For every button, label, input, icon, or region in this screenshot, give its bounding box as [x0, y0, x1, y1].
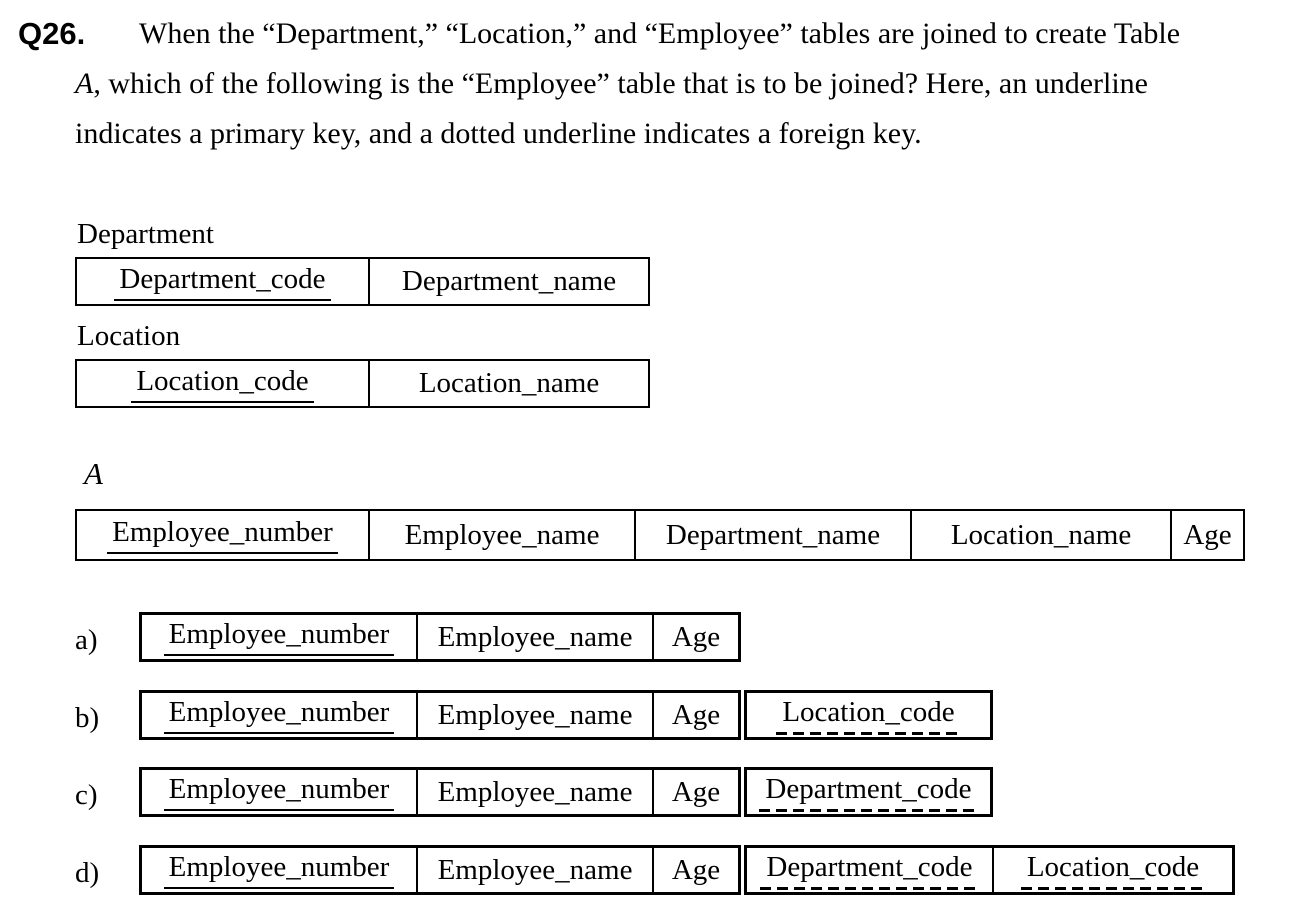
option-b-code-table: [744, 690, 993, 740]
primary-key-underline: Employee_number: [164, 696, 395, 734]
foreign-key-underline: Location_code: [776, 696, 960, 735]
department-code-column: [747, 848, 992, 892]
employee-number-column: [142, 615, 416, 659]
option-c-code-table: [744, 767, 993, 817]
option-d-code-table: [744, 845, 1235, 895]
department-name-column: Department_name: [368, 259, 648, 304]
option-label-b: b): [75, 702, 100, 734]
location-code-column: [992, 848, 1232, 892]
employee-name-column: Employee_name: [416, 693, 652, 737]
employee-number-column: [142, 770, 416, 814]
option-d-table: [139, 845, 741, 895]
table-a-reference: A: [75, 67, 94, 100]
question-line-1: When the “Department,” “Location,” and “Employee” tables are joined to create Table: [139, 17, 1181, 50]
location-table-label: Location: [77, 320, 181, 352]
employee-number-column: [142, 848, 416, 892]
table-a: [75, 509, 1245, 561]
primary-key-underline: Employee_number: [164, 851, 395, 889]
department-table-label: Department: [77, 218, 214, 250]
department-table: [75, 257, 650, 306]
employee-name-column: Employee_name: [416, 848, 652, 892]
age-column: Age: [1170, 511, 1243, 559]
employee-number-column: [142, 693, 416, 737]
question-line-2: [75, 64, 1148, 104]
foreign-key-underline: Department_code: [760, 851, 978, 890]
option-label-a: a): [75, 624, 98, 656]
department-code-column: [77, 259, 368, 304]
option-b-table: [139, 690, 741, 740]
department-name-column: Department_name: [634, 511, 910, 559]
question-line-3: indicates a primary key, and a dotted underline indicates a foreign key.: [75, 117, 922, 150]
employee-name-column: Employee_name: [416, 770, 652, 814]
age-column: Age: [652, 693, 738, 737]
location-name-column: Location_name: [910, 511, 1170, 559]
location-table: [75, 359, 650, 408]
employee-number-column: [77, 511, 368, 559]
age-column: Age: [652, 770, 738, 814]
age-column: Age: [652, 848, 738, 892]
question-number: Q26.: [18, 16, 86, 51]
table-a-label: A: [84, 456, 103, 491]
age-column: Age: [652, 615, 738, 659]
primary-key-underline: Department_code: [114, 263, 330, 301]
primary-key-underline: Employee_number: [164, 773, 395, 811]
question-line-2-text: , which of the following is the “Employee” table that is to be joined? Here, an underline: [93, 67, 1149, 100]
employee-name-column: Employee_name: [368, 511, 634, 559]
option-label-c: c): [75, 779, 98, 811]
option-c-table: [139, 767, 741, 817]
option-a-table: [139, 612, 741, 662]
foreign-key-underline: Location_code: [1021, 851, 1205, 890]
location-code-column: [77, 361, 368, 406]
location-code-column: [747, 693, 990, 737]
primary-key-underline: Employee_number: [164, 618, 395, 656]
primary-key-underline: Employee_number: [107, 516, 338, 554]
department-code-column: [747, 770, 990, 814]
employee-name-column: Employee_name: [416, 615, 652, 659]
foreign-key-underline: Department_code: [759, 773, 977, 812]
location-name-column: Location_name: [368, 361, 648, 406]
option-label-d: d): [75, 857, 100, 889]
primary-key-underline: Location_code: [131, 365, 313, 403]
